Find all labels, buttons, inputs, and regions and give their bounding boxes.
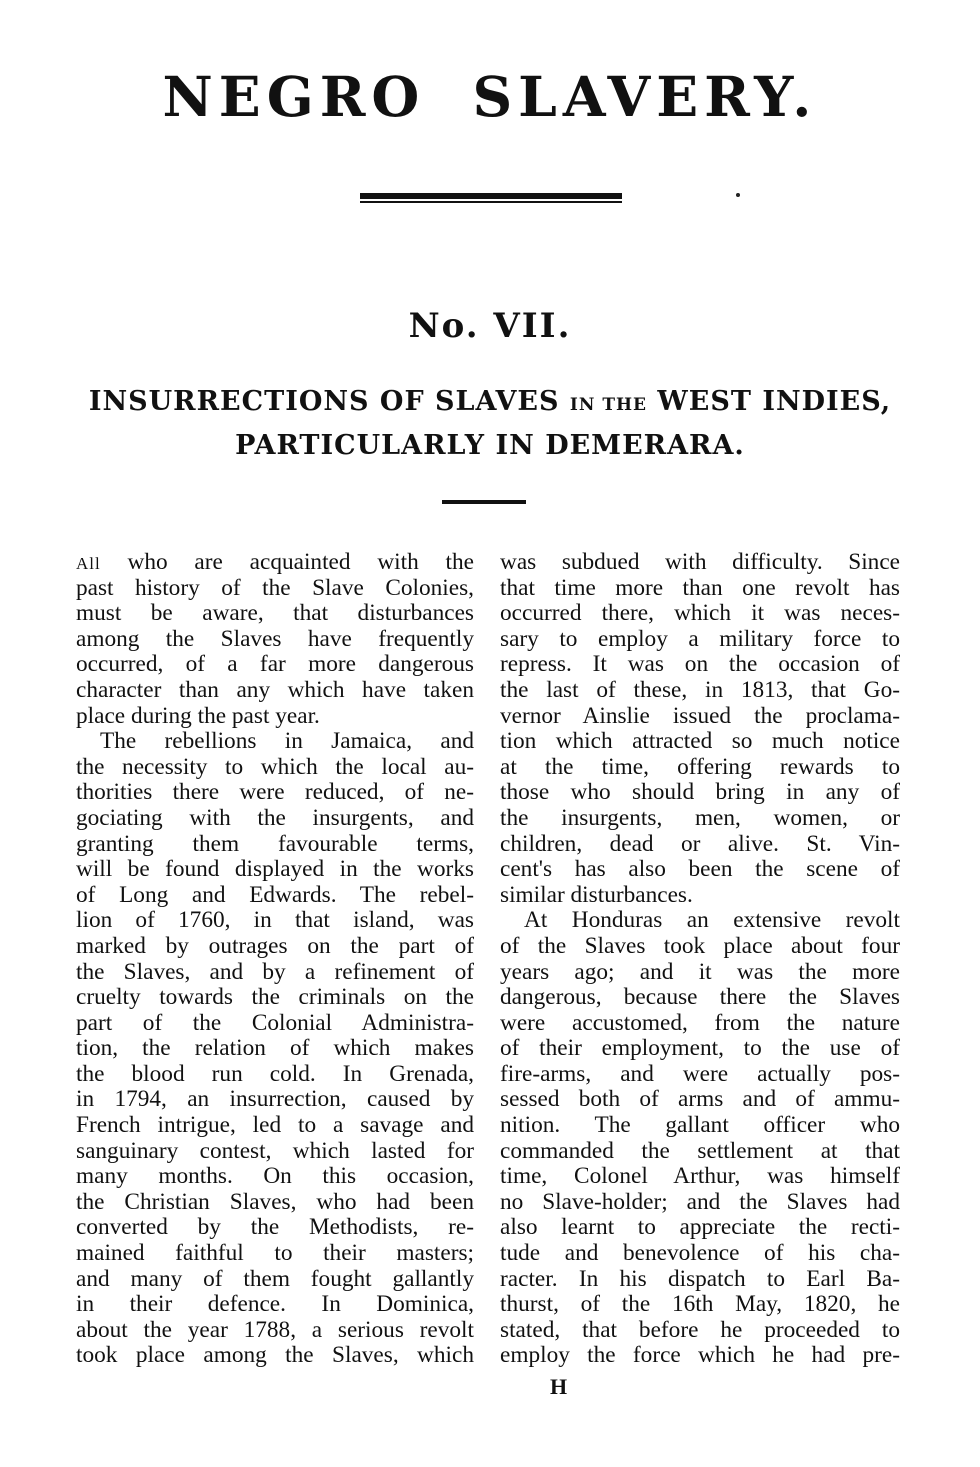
- text-line: nition. The gallant officer who: [500, 1113, 900, 1139]
- text-line: in their defence. In Dominica,: [76, 1292, 474, 1318]
- text-line: time, Colonel Arthur, was himself: [500, 1164, 900, 1190]
- text-line: sanguinary contest, which lasted for: [76, 1138, 474, 1164]
- text-line: commanded the settlement at that: [500, 1138, 900, 1164]
- text-line: racter. In his dispatch to Earl Ba-: [500, 1266, 900, 1292]
- text-line: will be found displayed in the works: [76, 857, 474, 883]
- page-title: NEGRO SLAVERY.: [162, 64, 818, 129]
- text-line: At Honduras an extensive revolt: [524, 908, 900, 934]
- text-line: of their employment, to the use of: [500, 1036, 900, 1062]
- text-line: marked by outrages on the part of: [76, 933, 474, 959]
- text-line: about the year 1788, a serious revolt: [76, 1317, 474, 1343]
- divider-thick-line: [360, 193, 622, 199]
- text-line: the insurgents, men, women, or: [500, 805, 900, 831]
- text-line: must be aware, that disturbances: [76, 601, 474, 627]
- text-line: mained faithful to their masters;: [76, 1241, 474, 1267]
- text-line: part of the Colonial Administra-: [76, 1010, 474, 1036]
- text-line: the Christian Slaves, who had been: [76, 1189, 474, 1215]
- signature-mark: H: [550, 1374, 568, 1399]
- text-line: gociating with the insurgents, and: [76, 805, 474, 831]
- text-line: many months. On this occasion,: [76, 1164, 474, 1190]
- text-line: was subdued with difficulty. Since: [500, 550, 900, 575]
- text-line: sary to employ a military force to: [500, 626, 900, 652]
- text-line: similar disturbances.: [500, 882, 693, 908]
- text-line: French intrigue, led to a savage and: [76, 1113, 474, 1139]
- text-line: of the Slaves took place about four: [500, 933, 900, 959]
- drop-smallcaps-word: All: [76, 554, 101, 573]
- text-line: the blood run cold. In Grenada,: [76, 1061, 474, 1087]
- text-line: lion of 1760, in that island, was: [76, 908, 474, 934]
- subtitle-line-2: PARTICULARLY IN DEMERARA.: [235, 430, 745, 461]
- text-line: no Slave-holder; and the Slaves had: [500, 1189, 900, 1215]
- text-line: took place among the Slaves, which: [76, 1343, 474, 1369]
- text-line: at the time, offering rewards to: [500, 754, 900, 780]
- text-line: granting them favourable terms,: [76, 831, 474, 857]
- text-line: were accustomed, from the nature: [500, 1010, 900, 1036]
- text-line: thurst, of the 16th May, 1820, he: [500, 1292, 900, 1318]
- text-line: sessed both of arms and of ammu-: [500, 1087, 900, 1113]
- text-line: converted by the Methodists, re-: [76, 1215, 474, 1241]
- text-line: stated, that before he proceeded to: [500, 1317, 900, 1343]
- text-line: vernor Ainslie issued the proclama-: [500, 703, 900, 729]
- print-speck: [736, 193, 740, 197]
- text-line: cent's has also been the scene of: [500, 857, 900, 883]
- text-line: All who are acquainted with the: [76, 550, 474, 575]
- text-line: those who should bring in any of: [500, 780, 900, 806]
- text-line: also learnt to appreciate the recti-: [500, 1215, 900, 1241]
- text-line: that time more than one revolt has: [500, 575, 900, 601]
- text-line: place during the past year.: [76, 703, 320, 729]
- subtitle-line-1: [0, 384, 980, 423]
- text-line: occurred there, which it was neces-: [500, 601, 900, 627]
- right-text-column: [500, 550, 900, 1369]
- text-line: occurred, of a far more dangerous: [76, 652, 474, 678]
- section-divider-rule: [442, 500, 526, 504]
- left-text-column: [76, 550, 474, 1369]
- text-line: years ago; and it was the more: [500, 959, 900, 985]
- text-line: fire-arms, and were actually pos-: [500, 1061, 900, 1087]
- text-line: of Long and Edwards. The rebel-: [76, 882, 474, 908]
- text-line: the Slaves, and by a refinement of: [76, 959, 474, 985]
- text-line: cruelty towards the criminals on the: [76, 985, 474, 1011]
- issue-number: No. VII.: [408, 306, 572, 346]
- subtitle-small-words: IN THE: [569, 395, 648, 415]
- text-line: children, dead or alive. St. Vin-: [500, 831, 900, 857]
- text-line: tion, the relation of which makes: [76, 1036, 474, 1062]
- text-line: character than any which have taken: [76, 677, 474, 703]
- text-line: the last of these, in 1813, that Go-: [500, 677, 900, 703]
- subtitle-part-2: WEST INDIES,: [657, 386, 892, 417]
- text-line: past history of the Slave Colonies,: [76, 575, 474, 601]
- text-line: The rebellions in Jamaica, and: [100, 729, 474, 755]
- title-divider-rule: [360, 193, 622, 204]
- divider-thin-line: [360, 201, 622, 203]
- text-line: in 1794, an insurrection, caused by: [76, 1087, 474, 1113]
- text-line: tion which attracted so much notice: [500, 729, 900, 755]
- text-line: employ the force which he had pre-: [500, 1343, 900, 1369]
- text-line: the necessity to which the local au-: [76, 754, 474, 780]
- text-line: dangerous, because there the Slaves: [500, 985, 900, 1011]
- text-line: thorities there were reduced, of ne-: [76, 780, 474, 806]
- text-line: tude and benevolence of his cha-: [500, 1241, 900, 1267]
- subtitle-part-1: INSURRECTIONS OF SLAVES: [88, 386, 560, 417]
- text-line: and many of them fought gallantly: [76, 1266, 474, 1292]
- text-line: repress. It was on the occasion of: [500, 652, 900, 678]
- text-line: among the Slaves have frequently: [76, 626, 474, 652]
